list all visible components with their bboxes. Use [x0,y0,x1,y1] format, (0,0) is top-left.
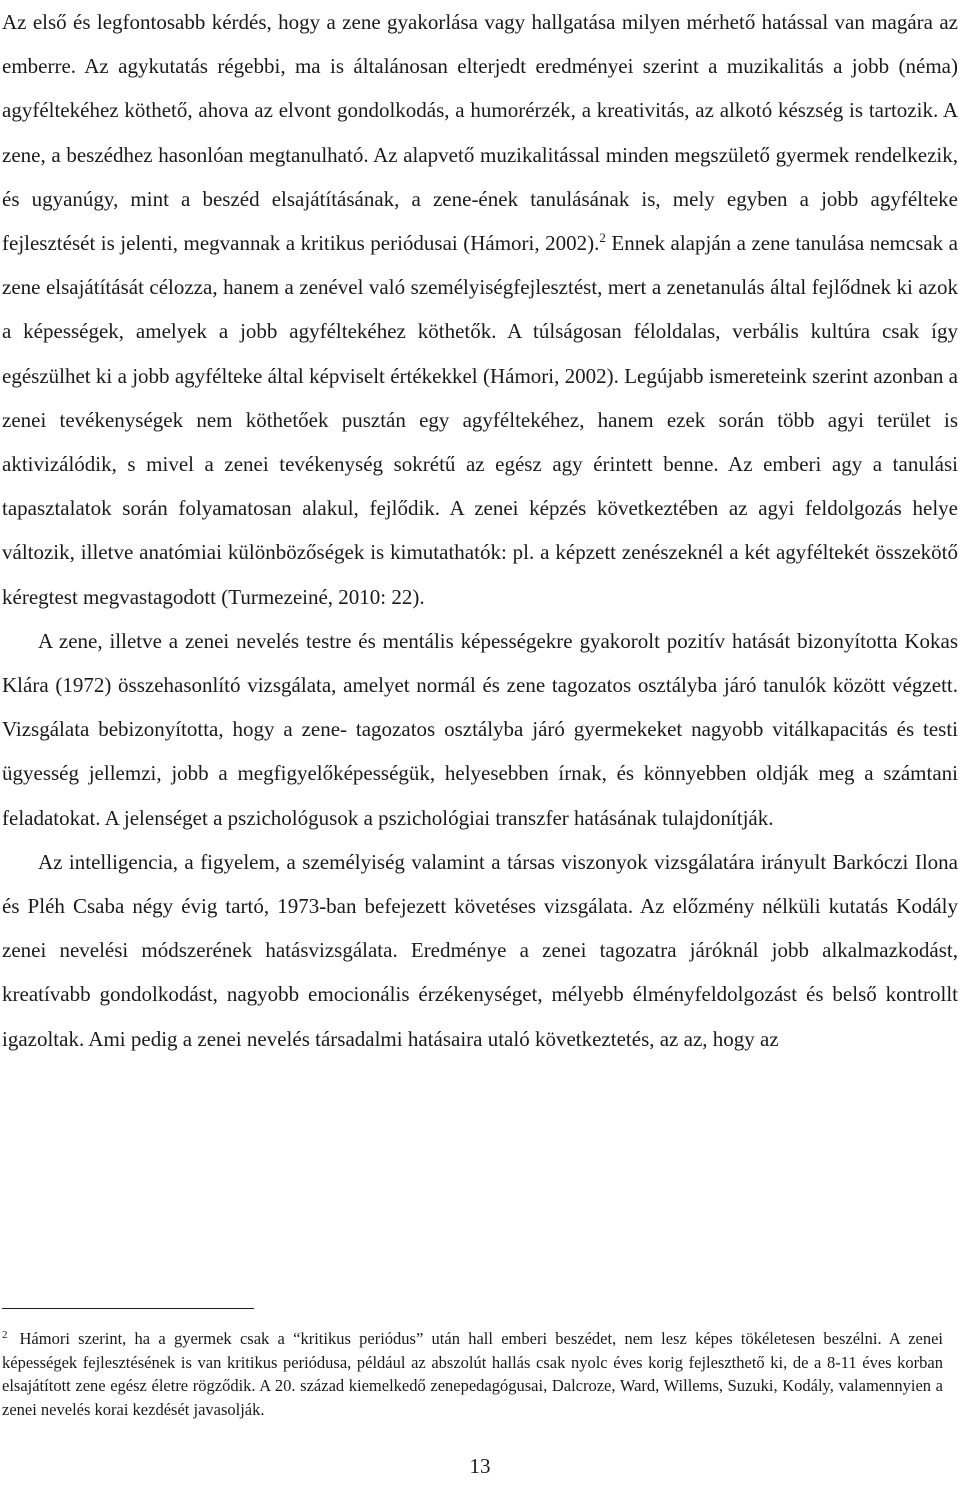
paragraph-text: Az intelligencia, a figyelem, a személyiség valamint a társas viszonyok vizsgálatára irányult Barkóczi Ilona és Pléh Csaba négy évig tartó, 1973-ban befejezett követéses vizsgálata. Az előzmény nélküli kutatás Kodály zenei nevelési módszerének hatásvizsgálata. Eredménye a zenei tagozatra járóknál jobb alkalmazkodást, kreatívabb gondolkodást, nagyobb emocionális érzékenységet, mélyebb élményfeldolgozást és belső kontrollt igazoltak. Ami pedig a zenei nevelés társadalmi hatásaira utaló következtetés, az az, hogy az [2,849,958,1051]
paragraph-text: A zene, illetve a zenei nevelés testre és mentális képességekre gyakorolt pozitív hatását bizonyította Kokas Klára (1972) összehasonlító vizsgálata, amelyet normál és zene tagozatos osztályba járó tanulók között végzett. Vizsgálata bebizonyította, hogy a zene- tagozatos osztályba járó gyermekeket nagyobb vitálkapacitás és testi ügyesség jellemzi, jobb a megfigyelőképességük, helyesebben írnak, és könnyebben oldják meg a számtani feladatokat. A jelenséget a pszichológusok a pszichológiai transzfer hatásának tulajdonítják. [2,628,958,830]
page-number: 13 [469,1454,491,1478]
footnote-reference: 2 [599,230,606,246]
paragraph-text: Az első és legfontosabb kérdés, hogy a zene gyakorlása vagy hallgatása milyen mérhető hatással van magára az emberre. Az agykutatás régebbi, ma is általánosan elterjedt eredményei szerint a muzikalitás a jobb (néma) agyféltekéhez köthető, ahova az elvont gondolkodás, a humorérzék, a kreativitás, az alkotó készség is tartozik. A zene, a beszédhez hasonlóan megtanulható. Az alapvető muzikalitással minden megszülető gyermek rendelkezik, és ugyanúgy, mint a beszéd elsajátításának, a zene-ének tanulásának is, mely egyben a jobb agyfélteke fejlesztését is jelenti, megvannak a kritikus periódusai (Hámori, 2002). [2,10,958,256]
paragraph-text: Ennek alapján a zene tanulása nemcsak a zene elsajátítását célozza, hanem a zenével való személyiségfejlesztést, mert a zenetanulás által fejlődnek ki azok a képességek, amelyek a jobb agyféltekéhez köthetők. A túlságosan féloldalas, verbális kultúra csak így egészülhet ki a jobb agyfélteke által képviselt értékekkel (Hámori, 2002). Legújabb ismereteink szerint azonban a zenei tevékenységek nem köthetőek pusztán egy agyféltekéhez, hanem ezek során több agyi terület is aktivizálódik, s mivel a zenei tevékenység sokrétű az egész agy érintett benne. Az emberi agy a tanulási tapasztalatok során folyamatosan alakul, fejlődik. A zenei képzés következtében az agyi feldolgozás helye változik, illetve anatómiai különbözőségek is kimutathatók: pl. a képzett zenészeknél a két agyféltekét összekötő kéregtest megvastagodott (Turmezeiné, 2010: 22). [2,231,958,609]
body-text [2,0,958,1061]
footnote-separator [2,1308,254,1309]
footnote [2,1327,943,1421]
footnote-marker: 2 [2,1328,8,1341]
paragraph [2,619,958,840]
footnote-text: Hámori szerint, ha a gyermek csak a “kritikus periódus” után hall emberi beszédet, nem lesz képes tökéletesen beszélni. A zenei képességek fejlesztésének is van kritikus periódusa, például az abszolút hallás csak nyolc éves korig fejleszthető ki, de a 8-11 éves korban elsajátított zene egész életre rögződik. A 20. század kiemelkedő zenepedagógusai, Dalcroze, Ward, Willems, Suzuki, Kodály, valamennyien a zenei nevelés korai kezdését javasolják. [2,1329,943,1419]
paragraph [2,0,958,619]
paragraph [2,840,958,1061]
